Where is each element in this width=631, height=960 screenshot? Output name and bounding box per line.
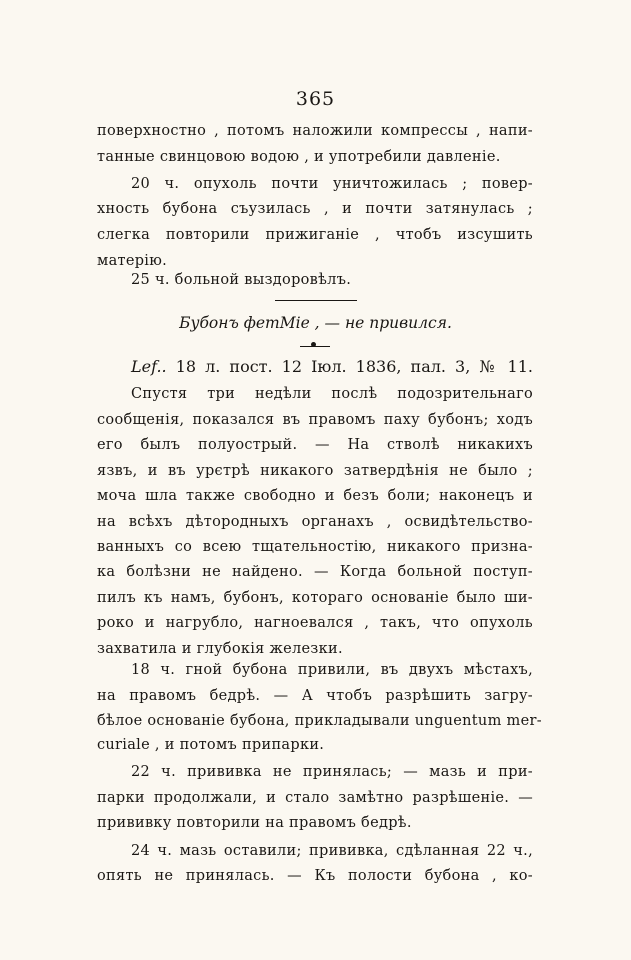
case-reference — [131, 356, 533, 378]
text-line: моча шла также свободно и безъ боли; наконецъ и — [97, 488, 533, 504]
text-line: на правомъ бедрѣ. — А чтобъ разрѣшить загру- — [97, 688, 533, 704]
text-line: сообщенія, показался въ правомъ паху бубонъ; ходъ — [97, 412, 533, 428]
text-line: слегка повторили прижиганіе , чтобъ изсушить — [97, 227, 533, 243]
page-number: 365 — [295, 88, 336, 110]
heading-ornament-dot — [311, 342, 316, 347]
text-line: захватила и глубокія железки. — [97, 641, 343, 657]
text-line: 18 ч. гной бубона привили, въ двухъ мѣстахъ, — [131, 662, 533, 678]
text-line: его былъ полуострый. — На стволѣ никакихъ — [97, 437, 533, 453]
case-heading: Бубонъ фетМіе , — не привился. — [179, 314, 452, 332]
text-line: 25 ч. больной выздоровѣлъ. — [131, 272, 352, 288]
text-line: curiale , и потомъ припарки. — [97, 737, 325, 753]
text-line: прививку повторили на правомъ бедрѣ. — [97, 815, 412, 831]
section-divider — [275, 300, 357, 301]
text-line: роко и нагрубло, нагноевался , такъ, что опухоль — [97, 615, 533, 631]
text-line: парки продолжали, и стало замѣтно разрѣшеніе. — — [97, 790, 533, 806]
text-line: бѣлое основаніе бубона, прикладывали unguentum mer- — [97, 713, 542, 729]
text-line: пилъ къ намъ, бубонъ, котораго основаніе было ши- — [97, 590, 533, 606]
text-line: на всѣхъ дѣтородныхъ органахъ , освидѣтельство- — [97, 514, 533, 530]
text-line: матерію. — [97, 253, 168, 269]
patient-details: 18 л. пост. 12 Іюл. 1836, пал. 3, № 11. — [175, 357, 533, 376]
text-line: ка болѣзни не найдено. — Когда больной поступ- — [97, 564, 533, 580]
text-line: 24 ч. мазь оставили; прививка, сдѣланная 22 ч., — [131, 843, 533, 859]
text-line: поверхностно , потомъ наложили компрессы , напи- — [97, 123, 533, 139]
text-line: 22 ч. прививка не принялась; — мазь и при- — [131, 764, 533, 780]
text-line: ванныхъ со всею тщательностію, никакого призна- — [97, 539, 533, 555]
patient-name: Lef.. — [131, 357, 167, 376]
text-line: Спустя три недѣли послѣ подозрительнаго — [131, 386, 533, 402]
text-line: танные свинцовою водою , и употребили давленіе. — [97, 149, 501, 165]
text-line: хность бубона съузилась , и почти затянулась ; — [97, 201, 533, 217]
text-line: язвъ, и въ урєтрѣ никакого затвердѣнія не было ; — [97, 463, 533, 479]
text-line: опять не принялась. — Къ полости бубона , ко- — [97, 868, 533, 884]
text-line: 20 ч. опухоль почти уничтожилась ; повер- — [131, 176, 533, 192]
